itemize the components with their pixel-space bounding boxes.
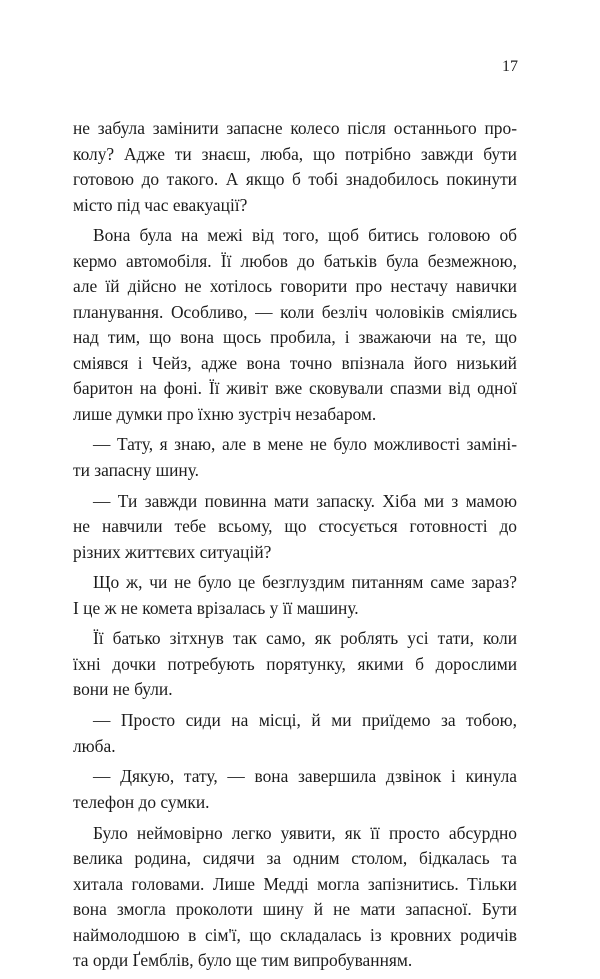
text-line: місто під час евакуації? [73, 194, 248, 215]
text-line: — Дякую, тату, — вона завершила дзвінок і кинула [93, 766, 517, 787]
text-line: Було неймовірно легко уявити, як її просто абсурдно [93, 822, 517, 843]
text-line: Вона була на межі від того, щоб битись головою об [93, 225, 517, 246]
text-line: кермо автомобіля. Її любов до батьків була безмежною, [73, 250, 517, 271]
text-line: — Тату, я знаю, але в мене не було можливості заміні- [93, 434, 517, 455]
paragraph [73, 570, 517, 621]
text-line: І це ж не комета врізалась у її машину. [73, 597, 359, 618]
paragraph [73, 821, 517, 974]
text-line: та орди Ґемблів, було ще тим випробуванням. [73, 950, 413, 970]
text-line: але їй дійсно не хотілось говорити про нестачу навички [73, 276, 517, 297]
text-line: колу? Адже ти знаєш, люба, що потрібно завжди бути [73, 143, 517, 164]
paragraph [73, 708, 517, 759]
text-line: ти запасну шину. [73, 459, 200, 480]
paragraph [73, 223, 517, 427]
page-number: 17 [502, 58, 518, 75]
text-line: вони не були. [73, 679, 173, 700]
text-line: люба. [73, 735, 116, 756]
text-line: — Просто сиди на місці, й ми приїдемо за тобою, [93, 710, 517, 731]
text-line: велика родина, сидячи за одним столом, бідкалась та [73, 848, 517, 868]
text-line: різних життєвих ситуацій? [73, 541, 272, 562]
paragraph [73, 116, 517, 218]
text-line: баритон на фоні. Її живіт вже сковували спазми від одної [73, 378, 517, 399]
text-line: над тим, що вона щось пробила, і зважаючи на те, що [73, 327, 517, 348]
text-line: лише думки про їхню зустріч незабаром. [73, 403, 377, 424]
paragraph [73, 764, 517, 815]
text-line: готовою до такого. А якщо б тобі знадобилось покинути [73, 169, 517, 189]
body-text [73, 116, 517, 979]
paragraph [73, 489, 517, 566]
text-line: вона змогла проколоти шину й не мати запасної. Бути [73, 899, 517, 919]
text-line: Що ж, чи не було це безглуздим питанням саме зараз? [93, 572, 517, 593]
text-line: не забула замінити запасне колесо після останнього про- [73, 118, 517, 138]
text-line: хитала головами. Лише Медді могла запізнитись. Тільки [73, 873, 517, 894]
paragraph [73, 626, 517, 703]
text-line: їхні дочки потребують порятунку, якими б дорослими [73, 653, 517, 674]
text-line: Її батько зітхнув так само, як роблять усі тати, коли [93, 628, 517, 649]
text-line: планування. Особливо, — коли безліч чоловіків сміялись [73, 301, 517, 322]
text-line: — Ти завжди повинна мати запаску. Хіба ми з мамою [93, 490, 517, 511]
text-line: наймолодшою в сім'ї, що складалась із кровних родичів [73, 924, 517, 945]
text-line: сміявся і Чейз, адже вона точно впізнала його низький [73, 352, 517, 373]
text-line: не навчили тебе всьому, що стосується готовності до [73, 516, 517, 537]
text-line: телефон до сумки. [73, 791, 210, 812]
paragraph [73, 432, 517, 483]
